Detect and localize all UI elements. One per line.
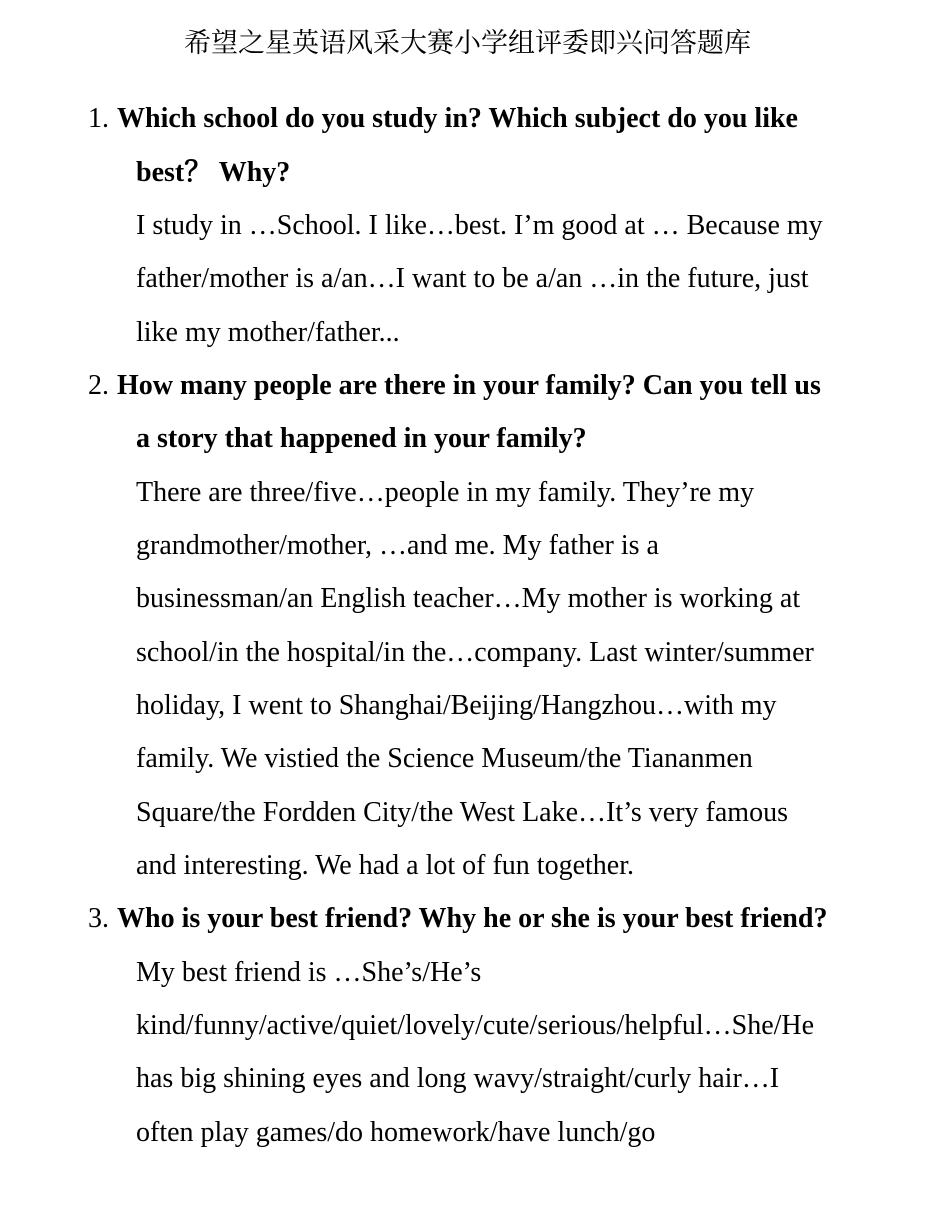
answer-line: father/mother is a/an…I want to be a/an …in the future, just xyxy=(136,263,809,295)
answer-line: family. We vistied the Science Museum/the Tiananmen xyxy=(136,743,753,775)
answer-line: My best friend is …She’s/He’s xyxy=(136,956,482,988)
answer-line: There are three/five…people in my family. They’re my xyxy=(136,476,755,508)
question-text xyxy=(88,892,928,946)
answer-line: and interesting. We had a lot of fun together. xyxy=(136,849,634,881)
question-number: 1. xyxy=(88,103,109,134)
answer-text xyxy=(88,946,928,1159)
answer-text xyxy=(88,466,928,892)
question-number: 2. xyxy=(88,369,109,401)
answer-line: school/in the hospital/in the…company. Last winter/summer xyxy=(136,636,814,668)
question-item-3 xyxy=(88,892,928,1159)
question-line: a story that happened in your family? xyxy=(136,423,587,455)
answer-line: grandmother/mother, …and me. My father is a xyxy=(136,530,659,562)
answer-line: like my mother/father... xyxy=(136,316,400,348)
answer-text xyxy=(88,199,928,359)
question-line: best？ Why? xyxy=(136,156,291,188)
question-text xyxy=(88,92,928,199)
question-item-2 xyxy=(88,359,928,892)
answer-line: businessman/an English teacher…My mother is working at xyxy=(136,583,801,615)
answer-line: often play games/do homework/have lunch/go xyxy=(136,1116,656,1148)
document-title: 希望之星英语风采大赛小学组评委即兴问答题库 xyxy=(184,28,751,59)
question-list xyxy=(88,92,928,1159)
question-line: How many people are there in your family? Can you tell us xyxy=(117,369,821,401)
answer-line: holiday, I went to Shanghai/Beijing/Hangzhou…with my xyxy=(136,690,777,722)
answer-line: Square/the Fordden City/the West Lake…It’s very famous xyxy=(136,796,788,828)
question-line: Which school do you study in? Which subject do you like xyxy=(117,103,798,134)
question-line: Who is your best friend? Why he or she is your best friend? xyxy=(117,903,828,935)
answer-line: has big shining eyes and long wavy/straight/curly hair…I xyxy=(136,1063,780,1095)
answer-line: I study in …School. I like…best. I’m good at … Because my xyxy=(136,210,823,241)
answer-line: kind/funny/active/quiet/lovely/cute/serious/helpful…She/He xyxy=(136,1010,815,1042)
question-number: 3. xyxy=(88,903,109,935)
question-text xyxy=(88,359,928,466)
question-item-1 xyxy=(88,92,928,359)
